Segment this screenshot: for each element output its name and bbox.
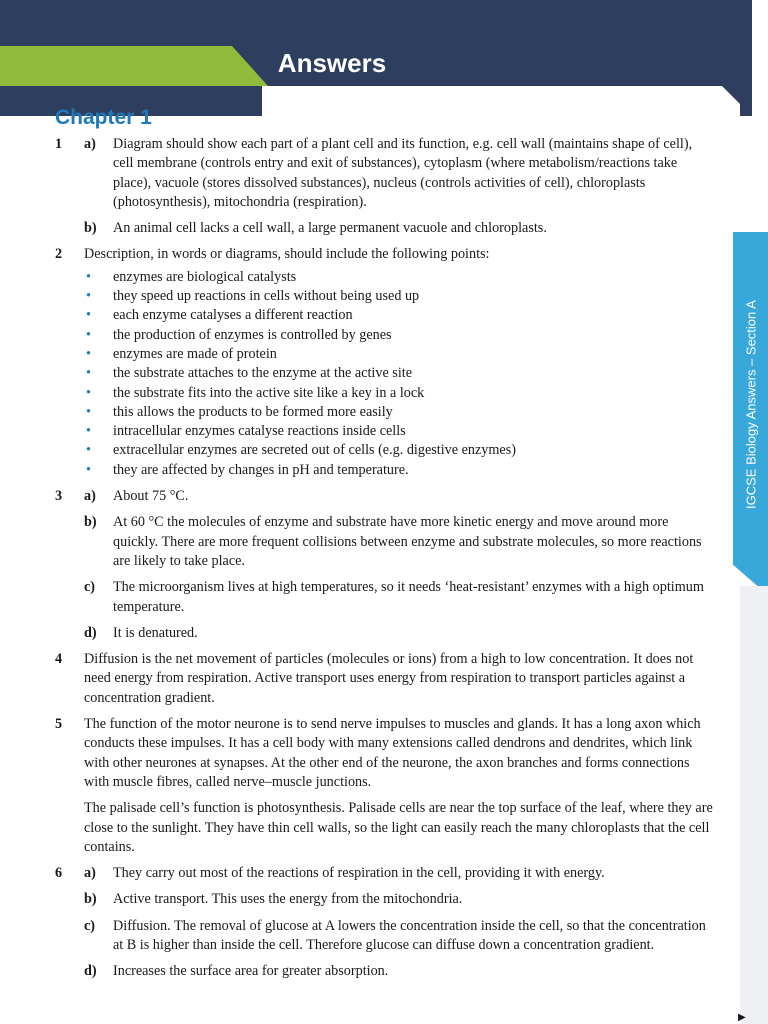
bullet-icon: •: [86, 307, 91, 324]
bullet-icon: •: [86, 384, 91, 401]
answer-text: Description, in words or diagrams, should include the following points:: [84, 246, 490, 263]
bullet-icon: •: [86, 345, 91, 362]
right-margin-strip: [740, 586, 768, 1024]
answer-part: [84, 917, 715, 956]
list-item: • this allows the products to be formed more easily: [84, 403, 715, 422]
answer-text: Increases the surface area for greater absorption.: [113, 963, 389, 980]
part-label: d): [84, 963, 97, 980]
answer-text: They carry out most of the reactions of respiration in the cell, providing it with energy.: [113, 865, 605, 882]
answer-part: [84, 219, 715, 238]
answer-text: About 75 °C.: [113, 488, 189, 505]
answer-text: Diffusion is the net movement of particles (molecules or ions) from a high to low concentration. It does not need energy from respiration. Active transport uses energy from respiration to transport particles against a concentration gradient.: [84, 651, 694, 706]
question-number: 4: [55, 651, 63, 668]
list-item: • they speed up reactions in cells without being used up: [84, 287, 715, 306]
question-3: [55, 487, 715, 643]
page-title: Answers: [277, 48, 387, 78]
list-item: • the substrate fits into the active site like a key in a lock: [84, 384, 715, 403]
part-label: b): [84, 220, 97, 237]
answer-text: The microorganism lives at high temperatures, so it needs ‘heat-resistant’ enzymes with a high optimum temperature.: [113, 579, 704, 615]
answers-body: [55, 135, 715, 989]
answer-paragraph: The function of the motor neurone is to send nerve impulses to muscles and glands. It has a long axon which conducts these impulses. It has a cell body with many extensions called dendrons and dendrites, which link with other neurones at synapses. At the other end of the neurone, the axon branches and forms connections with muscle fibres, called nerve–muscle junctions.: [84, 716, 701, 790]
part-label: a): [84, 136, 96, 152]
part-label: b): [84, 891, 97, 908]
part-label: a): [84, 865, 96, 882]
answer-part: [84, 890, 715, 909]
question-1: [55, 135, 715, 238]
bullet-list: [84, 268, 715, 480]
list-item: • they are affected by changes in pH and temperature.: [84, 461, 715, 480]
header-accent-tab: [0, 46, 268, 86]
part-label: c): [84, 917, 96, 934]
answer-part: [84, 578, 715, 617]
question-6: [55, 864, 715, 981]
list-item: • the production of enzymes is controlled by genes: [84, 326, 715, 345]
answer-text: Diffusion. The removal of glucose at A lowers the concentration inside the cell, so that the concentration at B is higher than inside the cell. Therefore glucose can diffuse down a concentration gradient.: [113, 917, 706, 953]
answer-text: It is denatured.: [113, 624, 198, 641]
answer-text: An animal cell lacks a cell wall, a large permanent vacuole and chloroplasts.: [113, 220, 547, 237]
part-label: c): [84, 579, 96, 596]
answer-part: [84, 513, 715, 571]
answer-part: [84, 135, 715, 212]
bullet-icon: •: [86, 288, 91, 305]
section-side-label: IGCSE Biology Answers – Section A: [743, 300, 759, 510]
bullet-icon: •: [86, 461, 91, 478]
question-4: [55, 650, 715, 708]
list-item: • extracellular enzymes are secreted out of cells (e.g. digestive enzymes): [84, 441, 715, 460]
answer-part: [84, 962, 715, 981]
part-label: a): [84, 488, 96, 505]
answer-text: Diagram should show each part of a plant cell and its function, e.g. cell wall (maintains shape of cell), cell membrane (controls entry and exit of substances), cytoplasm (where metabolism/reactions take place), vacuole (stores dissolved substances), nucleus (controls activities of cell), chloroplasts (photosynthesis), mitochondria (respiration).: [113, 136, 693, 210]
answer-text: At 60 °C the molecules of enzyme and substrate have more kinetic energy and move around more quickly. There are more frequent collisions between enzyme and substrate molecules, so more reactions are likely to take place.: [113, 514, 702, 569]
bullet-icon: •: [86, 442, 91, 459]
list-item: • enzymes are biological catalysts: [84, 268, 715, 287]
question-number: 3: [55, 488, 63, 505]
question-2: [55, 245, 715, 480]
question-number: 5: [55, 716, 63, 733]
chapter-heading: Chapter 1: [55, 106, 152, 129]
list-item: • enzymes are made of protein: [84, 345, 715, 364]
bullet-icon: •: [86, 403, 91, 420]
bullet-icon: •: [86, 365, 91, 382]
list-item: • intracellular enzymes catalyse reactions inside cells: [84, 422, 715, 441]
question-number: 6: [55, 865, 63, 882]
bullet-icon: •: [86, 268, 91, 285]
bullet-icon: •: [86, 326, 91, 343]
answer-paragraph: The palisade cell’s function is photosynthesis. Palisade cells are near the top surface of the leaf, where they are close to the sunlight. They have thin cell walls, so the light can easily reach the many chloroplasts that the cell contains.: [84, 800, 713, 855]
answer-part: [84, 624, 715, 643]
question-5: [55, 715, 715, 857]
list-item: • the substrate attaches to the enzyme at the active site: [84, 364, 715, 383]
list-item: • each enzyme catalyses a different reaction: [84, 306, 715, 325]
answer-part: [84, 487, 715, 506]
page-corner-arrow-icon: ▶: [738, 1012, 746, 1023]
answer-text: Active transport. This uses the energy from the mitochondria.: [113, 891, 463, 908]
question-number: 2: [55, 246, 63, 263]
part-label: d): [84, 624, 97, 641]
answer-part: [84, 864, 715, 883]
bullet-icon: •: [86, 423, 91, 440]
question-number: 1: [55, 136, 63, 152]
part-label: b): [84, 514, 97, 531]
